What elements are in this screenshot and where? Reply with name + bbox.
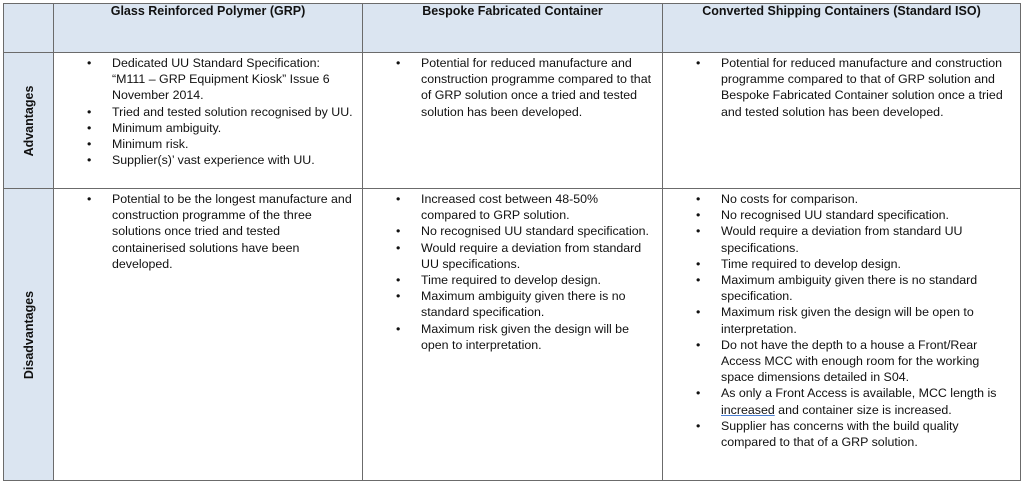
row-header-disadvantages	[4, 189, 54, 481]
bullet-item: • Minimum risk.	[112, 136, 356, 152]
bullet-item: • Maximum risk given the design will be open to interpretation.	[721, 304, 1014, 336]
advantages-bespoke-cell	[363, 53, 663, 189]
bullet-item	[721, 385, 1014, 417]
bullet-item: • No recognised UU standard specification.	[421, 223, 656, 239]
bullet-item: • Minimum ambiguity.	[112, 120, 356, 136]
advantages-iso-list	[663, 53, 1020, 120]
column-header-grp: Glass Reinforced Polymer (GRP)	[54, 4, 363, 53]
bullet-text-underlined: increased	[721, 402, 775, 417]
advantages-bespoke-list	[363, 53, 662, 120]
disadvantages-bespoke-cell	[363, 189, 663, 481]
bullet-item: • Potential for reduced manufacture and construction programme compared to that of GRP solution and Bespoke Fabricated Container solution once a tried and tested solution has been developed.	[721, 55, 1014, 120]
bullet-text-post: and container size is increased.	[774, 402, 952, 417]
bullet-item: • Time required to develop design.	[721, 256, 1014, 272]
comparison-table	[3, 3, 1021, 481]
disadvantages-grp-list	[54, 189, 362, 272]
corner-cell	[4, 4, 54, 53]
bullet-item: • Time required to develop design.	[421, 272, 656, 288]
bullet-item: • Would require a deviation from standard UU specifications.	[721, 223, 1014, 255]
bullet-item: • Dedicated UU Standard Specification: “M111 – GRP Equipment Kiosk” Issue 6 November 2014.	[112, 55, 356, 104]
advantages-row	[4, 53, 1021, 189]
bullet-item: • Increased cost between 48-50% compared to GRP solution.	[421, 191, 656, 223]
disadvantages-bespoke-list	[363, 189, 662, 353]
bullet-item: • Tried and tested solution recognised by UU.	[112, 104, 356, 120]
bullet-item: • Maximum ambiguity given there is no standard specification.	[421, 288, 656, 320]
advantages-iso-cell	[663, 53, 1021, 189]
bullet-item: • No recognised UU standard specification.	[721, 207, 1014, 223]
bullet-item: • Supplier(s)’ vast experience with UU.	[112, 152, 356, 168]
column-header-iso: Converted Shipping Containers (Standard ISO)	[663, 4, 1021, 53]
bullet-item: • Potential for reduced manufacture and construction programme compared to that of GRP solution once a tried and tested solution has been developed.	[421, 55, 656, 120]
row-label-disadvantages: Disadvantages	[21, 290, 36, 379]
disadvantages-iso-cell	[663, 189, 1021, 481]
column-header-bespoke: Bespoke Fabricated Container	[363, 4, 663, 53]
bullet-item: • Potential to be the longest manufacture and construction programme of the three solutions once tried and tested containerised solutions have been developed.	[112, 191, 356, 272]
disadvantages-grp-cell	[54, 189, 363, 481]
bullet-item: • Maximum risk given the design will be open to interpretation.	[421, 321, 656, 353]
bullet-item: • No costs for comparison.	[721, 191, 1014, 207]
bullet-text-pre: As only a Front Access is available, MCC length is	[721, 386, 997, 401]
header-row	[4, 4, 1021, 53]
bullet-item: • Do not have the depth to a house a Front/Rear Access MCC with enough room for the working space dimensions detailed in S04.	[721, 337, 1014, 386]
row-label-advantages: Advantages	[21, 85, 36, 156]
disadvantages-iso-list	[663, 189, 1020, 450]
disadvantages-row	[4, 189, 1021, 481]
row-header-advantages	[4, 53, 54, 189]
bullet-item: • Would require a deviation from standard UU specifications.	[421, 240, 656, 272]
advantages-grp-list	[54, 53, 362, 168]
bullet-item: • Supplier has concerns with the build quality compared to that of a GRP solution.	[721, 418, 1014, 450]
advantages-grp-cell	[54, 53, 363, 189]
bullet-item: • Maximum ambiguity given there is no standard specification.	[721, 272, 1014, 304]
